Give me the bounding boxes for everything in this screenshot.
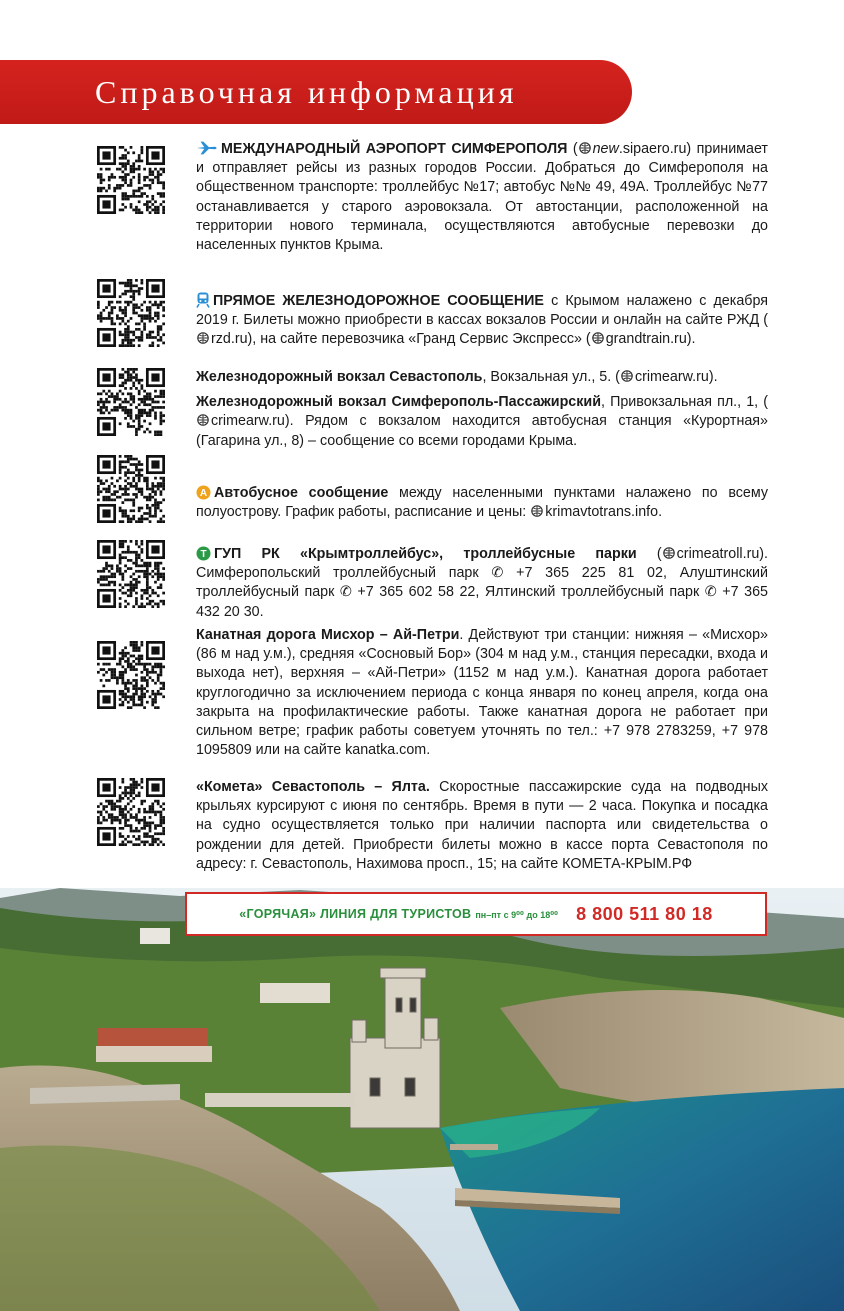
trolleybus-icon (196, 546, 211, 561)
train-icon (196, 292, 210, 308)
hotline-hours: пн–пт с 9⁰⁰ до 18⁰⁰ (475, 910, 559, 920)
qr-code-icon (97, 778, 165, 846)
hotline-phone[interactable]: 8 800 511 80 18 (576, 903, 713, 924)
crimearw-site-link[interactable]: crimearw.ru (211, 413, 285, 430)
crimearw-site-link[interactable]: crimearw.ru (634, 369, 709, 385)
qr-code-icon (97, 455, 165, 523)
globe-icon (197, 332, 209, 344)
bus-icon (196, 485, 211, 500)
cable-car-entry (196, 626, 768, 760)
kometa-title: «Комета» Севастополь – Ялта. (196, 779, 430, 795)
svg-text:T: T (200, 549, 207, 561)
qr-code-icon (97, 540, 165, 608)
svg-text:A: A (199, 488, 208, 500)
airport-site-prefix: new (592, 141, 619, 157)
stations-entry: Железнодорожный вокзал Севастополь, Вокзальная ул., 5. ( crimearw.ru). Железнодорожный вокзал Симферополь-Пассажирский, Привокзальная пл., 1, ( crimearw.ru). Рядом с вокзалом находится автобусная станция «Курортная» (Гагарина ул., 8) – сообщение со всеми городами Крыма. (196, 369, 768, 449)
simferopol-station-title: Железнодорожный вокзал Симферополь-Пассажирский (196, 394, 601, 411)
airplane-icon (196, 140, 218, 156)
globe-icon (197, 414, 209, 426)
crimeatroll-site-link[interactable]: crimeatroll.ru (676, 546, 760, 562)
sevastopol-station-title: Железнодорожный вокзал Севастополь (196, 369, 483, 385)
cable-car-body: . Действуют три станции: нижняя – «Мисхор» (86 м над у.м.), средняя «Сосновый Бор» (304 м над у.м., станция пересадки, входа и выхода нет), верхняя – «Ай-Петри» (1152 м над у.м.). Канатная дорога работает круглогодично за исключением периода с конца января по конец апреля, когда она закрыта на профилактические работы. Также канатная дорога не работает при сильном ветре; график работы советуем уточнять по тел.: +7 978 2783259, +7 978 1095809 или на сайте kanatka.com. (196, 627, 768, 759)
qr-code-icon (97, 368, 165, 436)
kometa-entry (196, 778, 768, 874)
rzd-site-link[interactable]: rzd.ru (211, 331, 248, 348)
qr-code-icon (97, 641, 165, 709)
page-title: Справочная информация (95, 74, 518, 110)
grandtrain-site-link[interactable]: grandtrain.ru (605, 331, 687, 348)
hotline-label: «ГОРЯЧАЯ» ЛИНИЯ ДЛЯ ТУРИСТОВ пн–пт с 9⁰⁰ до 18⁰⁰ (239, 907, 559, 921)
trolley-title: ГУП РК «Крымтроллейбус», троллейбусные парки (214, 546, 637, 562)
airport-site-link[interactable]: .sipaero.ru (618, 141, 687, 157)
hotline-box (185, 892, 767, 936)
bus-title: Автобусное сообщение (214, 485, 389, 501)
airport-body: ) принимает и отправляет рейсы из разных городов России. Добраться до Симферополя на общественном транспорте: троллейбус №17; автобус №№ 49, 49А. Троллейбус №77 останавливается у старого аэровокзала. От автостанции, расположенной на территории нового терминала, осуществляются автобусные перевозки до населенных пунктов Крыма. (196, 141, 768, 254)
bus-entry: A Автобусное сообщение между населенными пунктами налажено по всему полуострову. График работы, расписание и цены: krimavtotrans.info. (196, 485, 768, 521)
globe-icon (592, 332, 604, 344)
railway-title: ПРЯМОЕ ЖЕЛЕЗНОДОРОЖНОЕ СООБЩЕНИЕ (213, 293, 544, 309)
airport-entry: МЕЖДУНАРОДНЫЙ АЭРОПОРТ СИМФЕРОПОЛЯ ( new.sipaero.ru) принимает и отправляет рейсы из разных городов России. Добраться до Симферополя на общественном транспорте: троллейбус №17; автобус №№ 49, 49А. Троллейбус №77 останавливается у старого аэровокзала. От автостанции, расположенной на территории нового терминала, осуществляются автобусные перевозки до населенных пунктов Крыма. (196, 141, 768, 254)
airport-title: МЕЖДУНАРОДНЫЙ АЭРОПОРТ СИМФЕРОПОЛЯ (221, 141, 568, 157)
globe-icon (663, 547, 675, 559)
kometa-body: Скоростные пассажирские суда на подводных крыльях курсируют с июня по сентябрь. Время в пути — 2 часа. Покупка и посадка на судно осуществляется только при наличии паспорта или свидетельства о рождении для детей. Приобрести билеты можно в кассе порта Севастополя по адресу: г. Севастополь, Нахимова просп., 15; на сайте КОМЕТА-КРЫМ.РФ (196, 779, 768, 872)
swallows-nest-photo (0, 888, 844, 1311)
qr-code-icon (97, 279, 165, 347)
globe-icon (579, 142, 591, 154)
trolley-entry: T ГУП РК «Крымтроллейбус», троллейбусные парки ( crimeatroll.ru). Симферопольский троллейбусный парк ✆ +7 365 225 81 02, Алуштинский троллейбусный парк ✆ +7 365 602 58 22, Ялтинский троллейбусный парк ✆ +7 365 432 20 30. (196, 546, 769, 620)
globe-icon (531, 505, 543, 517)
globe-icon (621, 370, 633, 382)
cable-car-title: Канатная дорога Мисхор – Ай-Петри (196, 627, 460, 643)
qr-code-icon (97, 146, 165, 214)
railway-entry: ПРЯМОЕ ЖЕЛЕЗНОДОРОЖНОЕ СООБЩЕНИЕ с Крымом налажено с декабря 2019 г. Билеты можно приобрести в кассах вокзалов России и онлайн на сайте РЖД ( rzd.ru), на сайте перевозчика «Гранд Сервис Экспресс» ( grandtrain.ru). (196, 293, 768, 348)
krimavtotrans-site-link[interactable]: krimavtotrans.info (545, 504, 659, 521)
